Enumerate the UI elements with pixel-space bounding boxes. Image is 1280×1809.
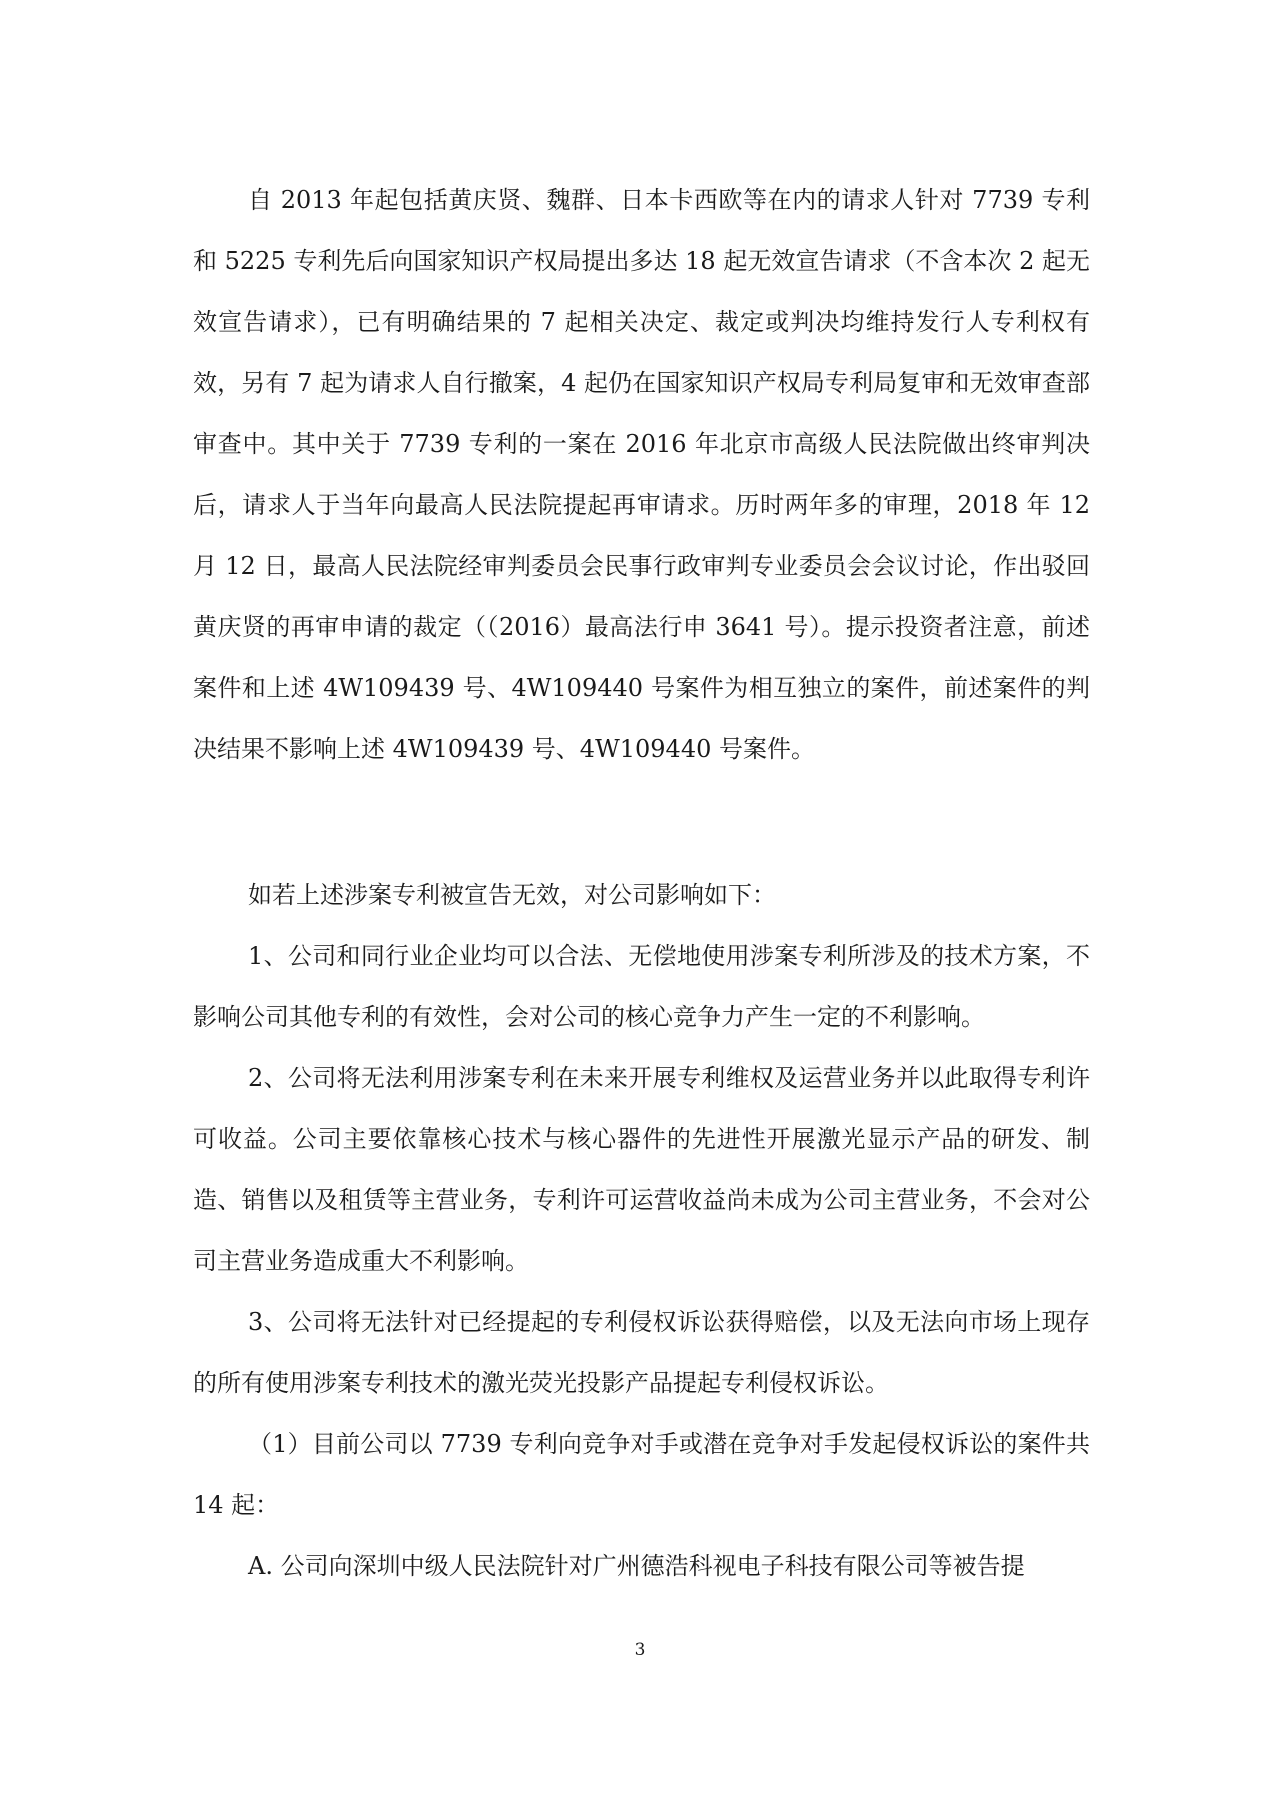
page-number: 3	[634, 1640, 646, 1660]
paragraph-lawsuit-a: A. 公司向深圳中级人民法院针对广州德浩科视电子科技有限公司等被告提	[248, 1552, 1025, 1580]
paragraph-impact-2: 2、公司将无法利用涉案专利在未来开展专利维权及运营业务并以此取得专利许可收益。公司主要依靠核心技术与核心器件的先进性开展激光显示产品的研发、制造、销售以及租赁等主营业务，专利许可运营收益尚未成为公司主营业务，不会对公司主营业务造成重大不利影响。	[193, 1064, 1090, 1275]
paragraph-impact-intro: 如若上述涉案专利被宣告无效，对公司影响如下：	[248, 881, 776, 909]
paragraph-gap	[193, 780, 1090, 865]
paragraph-lawsuit-count: （1）目前公司以 7739 专利向竞争对手或潜在竞争对手发起侵权诉讼的案件共 14 起：	[193, 1430, 1090, 1519]
document-body	[193, 170, 1090, 1597]
paragraph-invalidation-history: 自 2013 年起包括黄庆贤、魏群、日本卡西欧等在内的请求人针对 7739 专利和 5225 专利先后向国家知识产权局提出多达 18 起无效宣告请求（不含本次 2 起无效宣告请求），已有明确结果的 7 起相关决定、裁定或判决均维持发行人专利权有效，另有 7 起为请求人自行撤案，4 起仍在国家知识产权局专利局复审和无效审查部审查中。其中关于 7739 专利的一案在 2016 年北京市高级人民法院做出终审判决后，请求人于当年向最高人民法院提起再审请求。历时两年多的审理，2018 年 12 月 12 日，最高人民法院经审判委员会民事行政审判专业委员会会议讨论，作出驳回黄庆贤的再审申请的裁定（（2016）最高法行申 3641 号）。提示投资者注意，前述案件和上述 4W109439 号、4W109440 号案件为相互独立的案件，前述案件的判决结果不影响上述 4W109439 号、4W109440 号案件。	[193, 186, 1090, 763]
paragraph-impact-1: 1、公司和同行业企业均可以合法、无偿地使用涉案专利所涉及的技术方案，不影响公司其他专利的有效性，会对公司的核心竞争力产生一定的不利影响。	[193, 942, 1090, 1031]
paragraph-impact-3: 3、公司将无法针对已经提起的专利侵权诉讼获得赔偿，以及无法向市场上现存的所有使用涉案专利技术的激光荧光投影产品提起专利侵权诉讼。	[193, 1308, 1090, 1397]
